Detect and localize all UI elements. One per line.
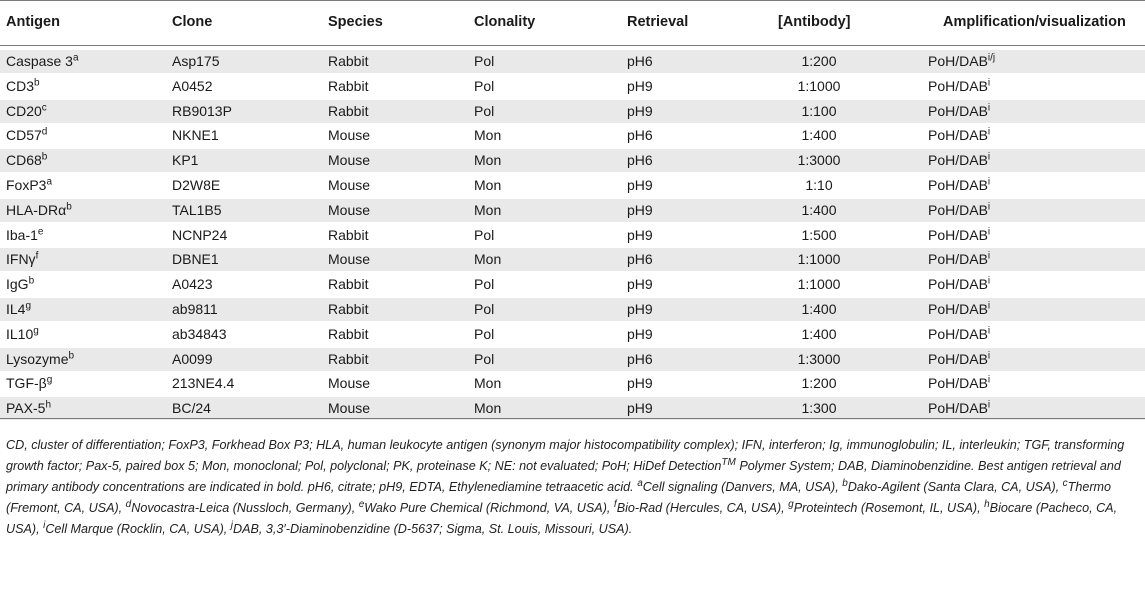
- cell-antibody-text: 1:400: [801, 325, 837, 342]
- cell-retrieval-text: pH9: [627, 400, 653, 417]
- cell-clonality-text: Mon: [474, 127, 502, 144]
- cell-antigen-text: IL4: [6, 301, 26, 317]
- cell-antibody: [749, 127, 889, 143]
- cell-clone-text: ab9811: [172, 301, 218, 317]
- cell-amplification: [928, 351, 990, 367]
- cell-antigen-text: HLA-DRα: [6, 201, 67, 218]
- cell-retrieval: [627, 351, 653, 367]
- table-row: [0, 174, 1145, 197]
- cell-retrieval: [627, 53, 653, 69]
- cell-antigen-text: FoxP3: [6, 177, 47, 193]
- cell-amplification-text: PoH/DAB: [928, 226, 988, 243]
- cell-species: [328, 351, 368, 367]
- cell-clonality: [474, 202, 501, 218]
- cell-amplification-superscript: i: [987, 399, 991, 411]
- cell-antigen-text: Lysozyme: [6, 350, 69, 367]
- cell-amplification: [928, 127, 990, 143]
- cell-antigen-superscript: d: [41, 126, 48, 138]
- header-species: Species: [328, 14, 383, 30]
- cell-amplification: [928, 152, 990, 168]
- cell-antigen-superscript: b: [28, 275, 35, 287]
- cell-clone-text: NKNE1: [172, 127, 219, 144]
- cell-antigen-superscript: f: [35, 250, 39, 262]
- cell-retrieval: [627, 177, 653, 193]
- cell-clonality-text: Mon: [474, 201, 502, 218]
- footnote-ref-text: Cell signaling (Danvers, MA, USA),: [642, 480, 843, 494]
- cell-clone: [172, 152, 198, 168]
- cell-antigen-superscript: b: [68, 349, 75, 361]
- cell-clone: [172, 351, 212, 367]
- cell-retrieval-text: pH9: [627, 226, 653, 243]
- cell-clonality: [474, 301, 494, 317]
- cell-species: [328, 375, 370, 391]
- cell-antibody-text: 1:400: [801, 201, 837, 218]
- cell-amplification-superscript: i/j: [987, 52, 996, 64]
- cell-clone-text: A0099: [172, 350, 213, 367]
- cell-antibody: [749, 276, 889, 292]
- cell-species-text: Rabbit: [328, 226, 369, 243]
- cell-clone-text: Asp175: [172, 53, 220, 69]
- cell-clonality-text: Mon: [474, 177, 502, 193]
- cell-antigen: [6, 152, 47, 168]
- table-row: [0, 50, 1145, 73]
- cell-species: [328, 152, 370, 168]
- cell-antibody-text: 1:400: [801, 301, 837, 317]
- cell-species: [328, 251, 370, 267]
- cell-amplification-text: PoH/DAB: [928, 325, 988, 342]
- cell-amplification-superscript: i: [987, 151, 991, 163]
- cell-antigen-text: Iba-1: [6, 226, 38, 243]
- cell-amplification-text: PoH/DAB: [928, 301, 988, 317]
- cell-clone-text: TAL1B5: [172, 201, 222, 218]
- cell-amplification-text: PoH/DAB: [928, 350, 988, 367]
- cell-clonality-text: Mon: [474, 251, 502, 268]
- table-row: [0, 372, 1145, 395]
- cell-clone-text: 213NE4.4: [172, 375, 235, 392]
- cell-antibody-text: 1:300: [801, 400, 837, 417]
- cell-clonality: [474, 53, 494, 69]
- cell-species-text: Mouse: [328, 177, 371, 193]
- cell-antigen-superscript: c: [41, 101, 47, 113]
- cell-antigen-superscript: a: [72, 52, 79, 64]
- cell-antibody-text: 1:3000: [797, 350, 841, 367]
- cell-species-text: Rabbit: [328, 53, 369, 69]
- cell-amplification: [928, 78, 990, 94]
- cell-amplification: [928, 103, 990, 119]
- cell-species-text: Rabbit: [328, 77, 369, 94]
- cell-antibody: [749, 152, 889, 168]
- cell-antigen-text: CD68: [6, 152, 42, 169]
- cell-amplification-superscript: i: [987, 176, 991, 188]
- cell-amplification: [928, 326, 990, 342]
- footnote-ref-text: Biocare (Pacheco, CA, USA),: [6, 501, 1118, 536]
- cell-antigen: [6, 276, 34, 292]
- cell-retrieval: [627, 326, 653, 342]
- cell-clone: [172, 127, 219, 143]
- cell-antibody: [749, 78, 889, 94]
- cell-amplification-superscript: i: [987, 225, 991, 237]
- cell-amplification-superscript: i: [987, 374, 991, 386]
- table-bottom-rule: [0, 418, 1145, 419]
- cell-species-text: Mouse: [328, 127, 371, 144]
- cell-antibody: [749, 400, 889, 416]
- footnote-ref-text: Wako Pure Chemical (Richmond, VA, USA),: [364, 501, 614, 515]
- cell-retrieval-text: pH9: [627, 325, 653, 342]
- cell-clonality: [474, 177, 501, 193]
- cell-species-text: Mouse: [328, 400, 371, 417]
- cell-antibody: [749, 53, 889, 69]
- cell-antigen-text: CD3: [6, 77, 35, 94]
- cell-amplification: [928, 251, 990, 267]
- footnote-ref-marker: a: [637, 477, 643, 489]
- cell-amplification: [928, 301, 990, 317]
- cell-amplification-text: PoH/DAB: [928, 127, 988, 144]
- cell-species-text: Rabbit: [328, 325, 369, 342]
- cell-antigen-text: IgG: [6, 276, 29, 293]
- cell-amplification-text: PoH/DAB: [928, 276, 988, 293]
- cell-antigen-superscript: b: [66, 201, 72, 213]
- cell-antibody-text: 1:1000: [797, 276, 841, 293]
- cell-amplification: [928, 400, 990, 416]
- footnote-ref-marker: f: [613, 498, 617, 510]
- cell-clonality: [474, 351, 494, 367]
- cell-antigen-text: Caspase 3: [6, 53, 73, 69]
- cell-antigen-text: PAX-5: [6, 400, 46, 417]
- cell-antibody-text: 1:3000: [797, 152, 841, 169]
- cell-retrieval-text: pH9: [627, 102, 653, 119]
- cell-antibody: [749, 375, 889, 391]
- cell-clonality: [474, 78, 494, 94]
- cell-species: [328, 276, 368, 292]
- cell-species-text: Mouse: [328, 251, 371, 268]
- cell-amplification-superscript: i: [987, 325, 991, 337]
- cell-clonality-text: Pol: [474, 350, 495, 367]
- header-antigen: Antigen: [6, 14, 60, 30]
- cell-amplification-superscript: i: [987, 349, 991, 361]
- cell-clone: [172, 227, 227, 243]
- cell-clonality: [474, 251, 501, 267]
- cell-amplification-text: PoH/DAB: [928, 375, 988, 392]
- table-footnote: [6, 435, 1142, 540]
- cell-antibody: [749, 227, 889, 243]
- cell-clone: [172, 400, 211, 416]
- cell-amplification: [928, 276, 990, 292]
- cell-clonality-text: Mon: [474, 375, 502, 392]
- footnote-ref-marker: g: [788, 498, 794, 510]
- header-rule: [0, 45, 1145, 46]
- cell-antigen-superscript: a: [46, 176, 53, 188]
- cell-clone: [172, 326, 227, 342]
- cell-clone-text: RB9013P: [172, 102, 232, 119]
- cell-retrieval-text: pH9: [627, 201, 653, 218]
- table-top-rule: [0, 0, 1145, 1]
- cell-antigen: [6, 177, 52, 193]
- cell-retrieval: [627, 251, 653, 267]
- cell-retrieval: [627, 301, 653, 317]
- cell-antibody: [749, 251, 889, 267]
- cell-clone: [172, 251, 219, 267]
- table-row: [0, 323, 1145, 346]
- cell-amplification-text: PoH/DAB: [928, 53, 988, 69]
- cell-antigen-text: IFNγ: [6, 251, 36, 268]
- cell-amplification-text: PoH/DAB: [928, 400, 988, 417]
- footnote-ref-text: Novocastra-Leica (Nussloch, Germany),: [131, 501, 359, 515]
- cell-amplification-superscript: i: [987, 275, 991, 287]
- cell-antigen: [6, 351, 74, 367]
- cell-antigen-superscript: e: [37, 225, 44, 237]
- cell-clone-text: D2W8E: [172, 177, 221, 193]
- cell-clone: [172, 375, 234, 391]
- footnote-ref-marker: h: [984, 498, 990, 510]
- cell-retrieval: [627, 400, 653, 416]
- cell-amplification-text: PoH/DAB: [928, 102, 988, 119]
- cell-clonality-text: Pol: [474, 53, 495, 69]
- cell-amplification-text: PoH/DAB: [928, 201, 988, 218]
- footnote-notes: Polymer System; DAB, Diaminobenzidine. Best antigen retrieval and primary antibody concentrations are indicated in bold. pH6, citrate; pH9, EDTA, Ethylenediamine tetraacetic acid.: [6, 459, 1121, 494]
- cell-clone: [172, 276, 212, 292]
- cell-species: [328, 202, 370, 218]
- footnote-ref-marker: b: [842, 477, 848, 489]
- cell-clonality: [474, 375, 501, 391]
- cell-antigen-superscript: g: [33, 325, 39, 337]
- cell-species: [328, 78, 368, 94]
- cell-species-text: Mouse: [328, 201, 371, 218]
- cell-retrieval-text: pH9: [627, 375, 653, 392]
- cell-antigen: [6, 53, 79, 69]
- cell-clonality: [474, 103, 494, 119]
- cell-amplification-superscript: i: [987, 300, 991, 312]
- cell-amplification-superscript: i: [987, 77, 991, 89]
- cell-clone: [172, 202, 222, 218]
- cell-antigen-text: TGF-β: [6, 375, 47, 392]
- table-row: [0, 199, 1145, 222]
- cell-clone-text: DBNE1: [172, 251, 219, 268]
- table-row: [0, 75, 1145, 98]
- cell-clone-text: ab34843: [172, 325, 227, 342]
- cell-amplification: [928, 53, 995, 69]
- footnote-ref-text: Proteintech (Rosemont, IL, USA),: [793, 501, 985, 515]
- cell-antigen-superscript: g: [25, 300, 32, 312]
- cell-antibody-text: 1:400: [801, 127, 837, 144]
- cell-antibody-text: 1:200: [801, 375, 837, 392]
- cell-retrieval-text: pH9: [627, 77, 653, 94]
- footnote-ref-text: DAB, 3,3′-Diaminobenzidine (D-5637; Sigma, St. Louis, Missouri, USA).: [233, 522, 633, 536]
- cell-amplification-superscript: i: [987, 126, 991, 138]
- cell-antibody-text: 1:500: [801, 226, 837, 243]
- header-clone: Clone: [172, 14, 213, 30]
- cell-retrieval-text: pH6: [627, 127, 653, 144]
- cell-amplification-superscript: i: [987, 250, 991, 262]
- footnote-ref-marker: e: [358, 498, 365, 510]
- cell-antigen: [6, 227, 43, 243]
- cell-antibody: [749, 351, 889, 367]
- footnote-ref-text: Bio-Rad (Hercules, CA, USA),: [616, 501, 789, 515]
- cell-amplification: [928, 227, 990, 243]
- cell-clone: [172, 301, 218, 317]
- cell-retrieval-text: pH6: [627, 251, 653, 268]
- cell-amplification: [928, 177, 990, 193]
- cell-antigen-text: CD20: [6, 102, 42, 119]
- cell-retrieval: [627, 152, 653, 168]
- cell-antigen: [6, 127, 47, 143]
- cell-species: [328, 127, 370, 143]
- header-clonality: Clonality: [474, 14, 536, 30]
- cell-species-text: Mouse: [328, 152, 371, 169]
- cell-species-text: Rabbit: [328, 350, 369, 367]
- cell-antibody-text: 1:200: [801, 53, 837, 69]
- cell-species-text: Rabbit: [328, 276, 369, 293]
- cell-species-text: Mouse: [328, 375, 371, 392]
- cell-clonality: [474, 276, 494, 292]
- cell-antigen-text: IL10: [6, 325, 34, 342]
- header-amplification: Amplification/visualization: [943, 14, 1126, 30]
- footnote-abbreviations: CD, cluster of differentiation; FoxP3, Forkhead Box P3; HLA, human leukocyte antigen (synonym major histocompatibility complex); IFN, interferon; Ig, immunoglobulin; IL, interleukin; TGF, transforming growth factor; Pax-5, paired box 5; Mon, monoclonal; Pol, polyclonal; PK, proteinase K; NE: not evaluated; PoH; HiDef Detection: [6, 438, 1125, 473]
- cell-clonality: [474, 127, 501, 143]
- cell-retrieval: [627, 127, 653, 143]
- cell-retrieval-text: pH6: [627, 350, 653, 367]
- cell-species-text: Rabbit: [328, 102, 369, 119]
- cell-retrieval-text: pH9: [627, 177, 653, 193]
- table-row: [0, 397, 1145, 420]
- footnote-ref-text: Thermo (Fremont, CA, USA),: [6, 480, 1112, 515]
- footnote-ref-marker: j: [230, 519, 234, 531]
- cell-antibody: [749, 103, 889, 119]
- cell-antigen-superscript: b: [34, 77, 40, 89]
- header-retrieval: Retrieval: [627, 14, 689, 30]
- cell-antigen: [6, 375, 52, 391]
- footnote-ref-marker: d: [125, 498, 132, 510]
- footnote-ref-text: Dako-Agilent (Santa Clara, CA, USA),: [847, 480, 1063, 494]
- table-row: [0, 100, 1145, 123]
- cell-antibody-text: 1:1000: [797, 77, 841, 94]
- table-row: [0, 149, 1145, 172]
- cell-retrieval: [627, 78, 653, 94]
- cell-antigen: [6, 251, 38, 267]
- cell-clonality-text: Mon: [474, 400, 502, 417]
- cell-retrieval-text: pH6: [627, 152, 653, 169]
- cell-clonality-text: Mon: [474, 152, 502, 169]
- table-row: [0, 273, 1145, 296]
- cell-clonality-text: Pol: [474, 301, 495, 317]
- cell-retrieval: [627, 227, 653, 243]
- cell-amplification: [928, 375, 990, 391]
- cell-retrieval: [627, 276, 653, 292]
- cell-antibody-text: 1:100: [801, 102, 837, 119]
- cell-antigen-superscript: h: [45, 399, 51, 411]
- cell-clonality: [474, 227, 494, 243]
- cell-retrieval-text: pH9: [627, 301, 653, 317]
- cell-antigen: [6, 326, 39, 342]
- cell-clone-text: KP1: [172, 152, 199, 169]
- cell-species: [328, 53, 368, 69]
- cell-antigen-superscript: b: [41, 151, 48, 163]
- cell-retrieval: [627, 375, 653, 391]
- cell-clonality: [474, 152, 501, 168]
- cell-antibody-text: 1:1000: [797, 251, 841, 268]
- cell-antibody-text: 1:10: [805, 177, 833, 193]
- cell-species: [328, 103, 368, 119]
- cell-clonality: [474, 326, 494, 342]
- cell-antigen: [6, 400, 51, 416]
- cell-amplification: [928, 202, 990, 218]
- cell-antibody: [749, 326, 889, 342]
- cell-clonality-text: Pol: [474, 226, 495, 243]
- cell-antigen: [6, 301, 31, 317]
- table-row: [0, 124, 1145, 147]
- cell-retrieval-text: pH6: [627, 53, 653, 69]
- cell-clonality-text: Pol: [474, 325, 495, 342]
- footnote-ref-marker: i: [43, 519, 46, 531]
- table-row: [0, 224, 1145, 247]
- cell-clonality-text: Pol: [474, 102, 495, 119]
- cell-antibody: [749, 301, 889, 317]
- cell-amplification-text: PoH/DAB: [928, 152, 988, 169]
- cell-retrieval-text: pH9: [627, 276, 653, 293]
- table-row: [0, 298, 1145, 321]
- cell-retrieval: [627, 103, 653, 119]
- cell-clone: [172, 53, 219, 69]
- table-row: [0, 248, 1145, 271]
- cell-clone: [172, 177, 220, 193]
- cell-antigen: [6, 202, 72, 218]
- table-row: [0, 348, 1145, 371]
- cell-amplification-text: PoH/DAB: [928, 177, 988, 193]
- cell-antigen: [6, 78, 40, 94]
- cell-clone-text: A0423: [172, 276, 213, 293]
- cell-clone-text: NCNP24: [172, 226, 228, 243]
- cell-amplification-text: PoH/DAB: [928, 77, 988, 94]
- cell-antibody: [749, 202, 889, 218]
- cell-species: [328, 400, 370, 416]
- cell-clone-text: BC/24: [172, 400, 211, 417]
- cell-clone: [172, 103, 232, 119]
- cell-species-text: Rabbit: [328, 301, 369, 317]
- cell-species: [328, 326, 368, 342]
- cell-species: [328, 227, 368, 243]
- cell-antigen-superscript: g: [46, 374, 53, 386]
- cell-antibody: [749, 177, 889, 193]
- footnote-ref-text: Cell Marque (Rocklin, CA, USA),: [45, 522, 231, 536]
- cell-clone: [172, 78, 212, 94]
- trademark-sup: TM: [721, 456, 736, 468]
- cell-clonality-text: Pol: [474, 276, 495, 293]
- cell-antigen: [6, 103, 47, 119]
- cell-antigen-text: CD57: [6, 127, 42, 144]
- cell-amplification-superscript: i: [987, 201, 991, 213]
- cell-species: [328, 177, 370, 193]
- footnote-ref-marker: c: [1062, 477, 1068, 489]
- header-antibody: [Antibody]: [778, 14, 851, 30]
- cell-clonality-text: Pol: [474, 77, 495, 94]
- cell-retrieval: [627, 202, 653, 218]
- cell-species: [328, 301, 368, 317]
- cell-clone-text: A0452: [172, 77, 213, 94]
- cell-clonality: [474, 400, 501, 416]
- cell-amplification-text: PoH/DAB: [928, 251, 988, 268]
- cell-amplification-superscript: i: [987, 101, 991, 113]
